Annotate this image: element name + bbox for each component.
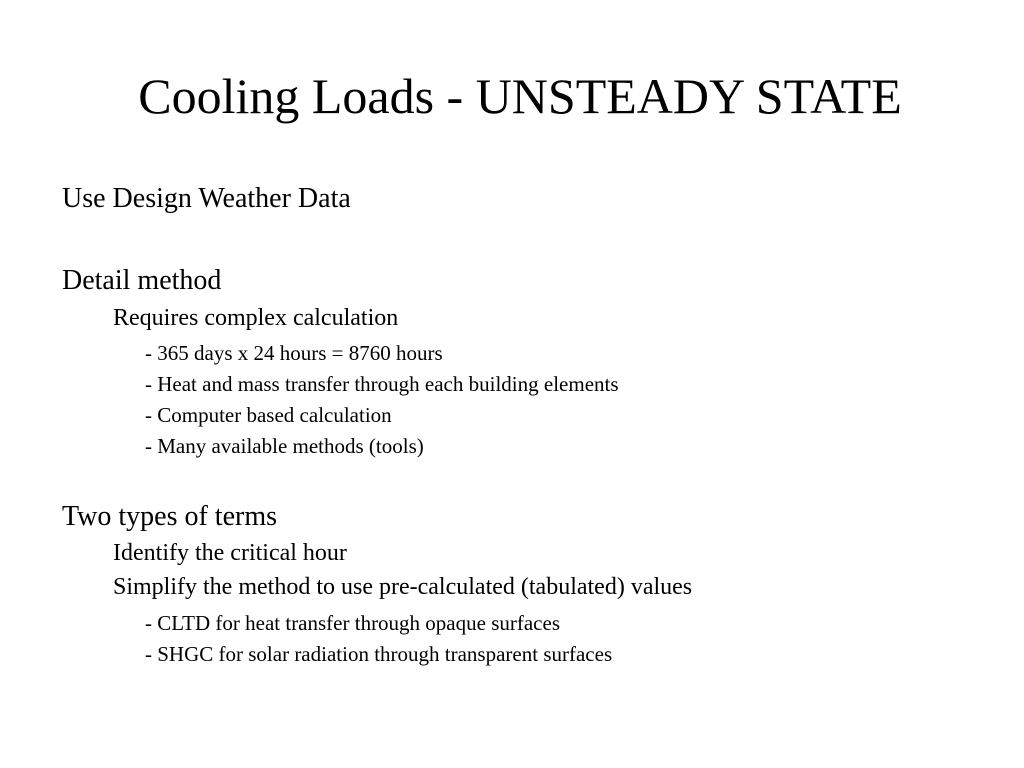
sub-sub-bullet-available-methods: - Many available methods (tools) bbox=[145, 434, 424, 458]
bullet-detail-method: Detail method bbox=[62, 265, 222, 296]
sub-sub-bullet-shgc: - SHGC for solar radiation through transparent surfaces bbox=[145, 642, 613, 666]
sub-bullet-requires-complex-calculation: Requires complex calculation bbox=[113, 305, 399, 331]
sub-sub-bullet-hours: - 365 days x 24 hours = 8760 hours bbox=[145, 341, 443, 365]
bullet-use-design-weather-data: Use Design Weather Data bbox=[62, 183, 351, 214]
bullet-two-types-of-terms: Two types of terms bbox=[62, 501, 278, 532]
sub-bullet-simplify-method: Simplify the method to use pre-calculated (tabulated) values bbox=[113, 574, 693, 600]
slide-title: Cooling Loads - UNSTEADY STATE bbox=[138, 68, 902, 124]
sub-sub-bullet-computer-based: - Computer based calculation bbox=[145, 403, 392, 427]
sub-sub-bullet-heat-mass-transfer: - Heat and mass transfer through each building elements bbox=[145, 372, 619, 396]
sub-sub-bullet-cltd: - CLTD for heat transfer through opaque surfaces bbox=[145, 611, 560, 635]
sub-bullet-critical-hour: Identify the critical hour bbox=[113, 540, 347, 566]
